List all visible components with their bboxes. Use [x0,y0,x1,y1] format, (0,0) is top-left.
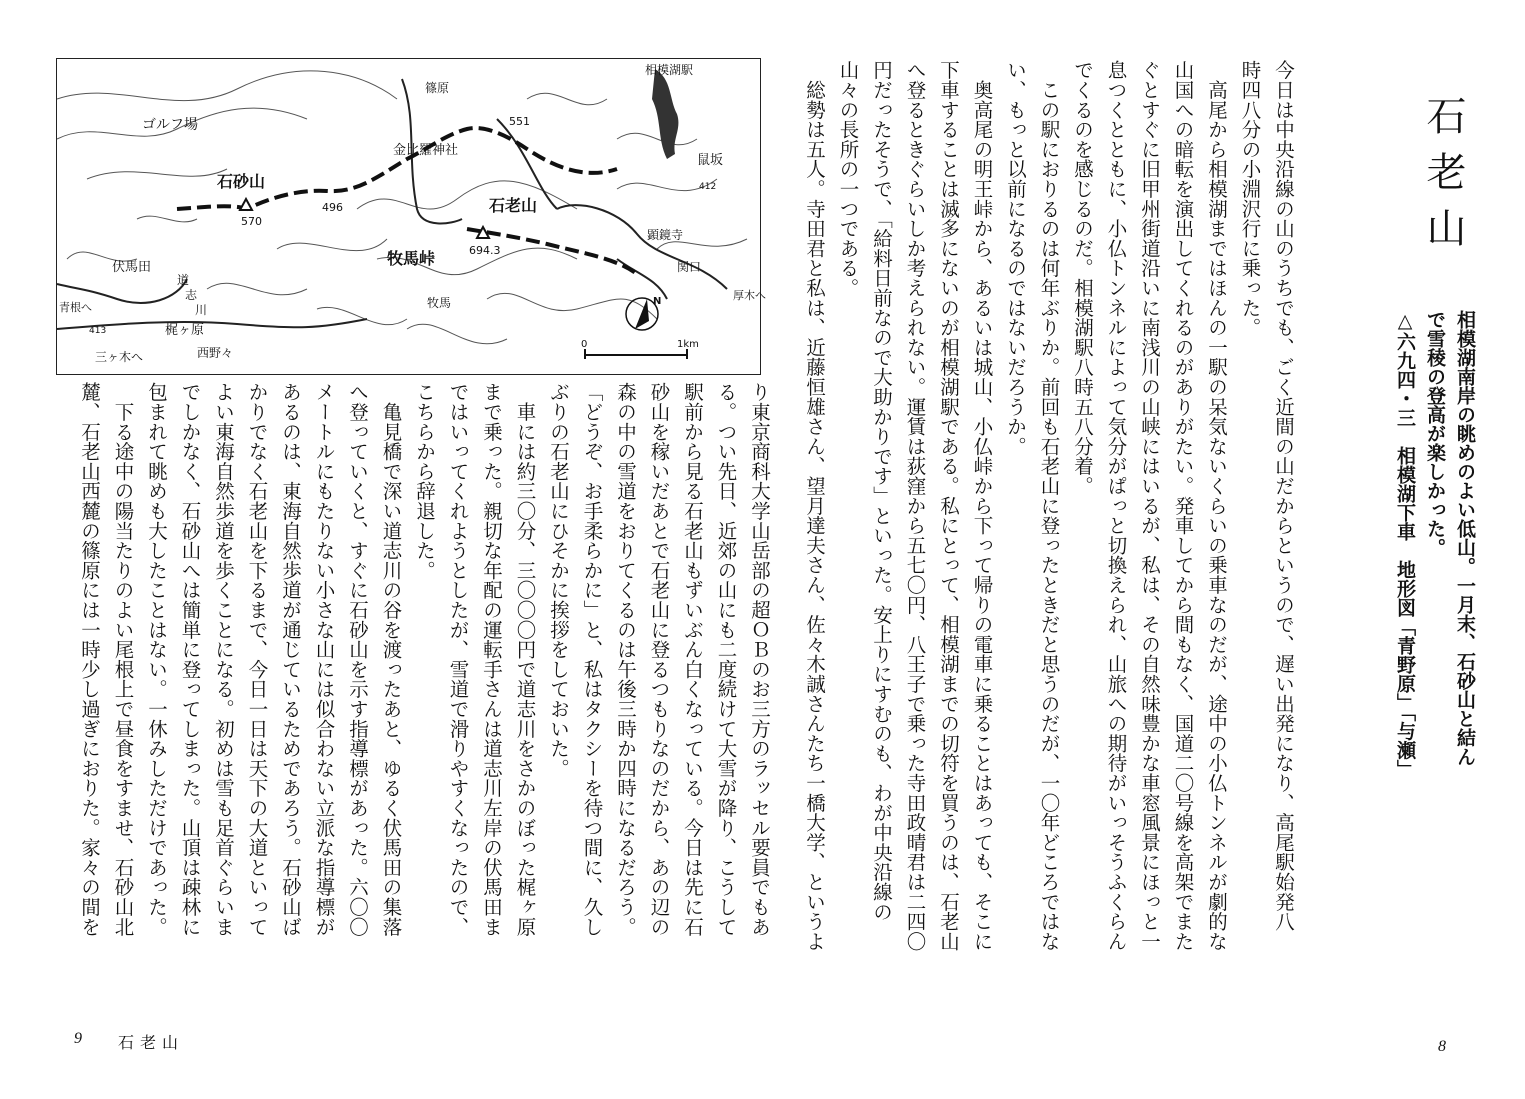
label-makuma-pass: 牧馬峠 [387,249,436,268]
label-golf: ゴルフ場 [142,117,198,133]
label-north: N [653,296,662,307]
page-number-right: 8 [1438,1038,1446,1055]
label-nezumizaka: 鼠坂 [697,153,724,168]
label-scale-zero: 0 [581,339,588,350]
trail-route [177,128,617,209]
body-text-right: 今日は中央沿線の山のうちでも、ごく近間の山だからというので、遅い出発になり、高尾駅始発八 時四八分の小淵沢行に乗った。 高尾から相模湖まではほんの一駅の呆気ないくらいの乗車なのだが、途中の小仏トンネルが劇的な 山国への暗転を演出してくれるのがありがたい。発車してから間もなく、国道二〇号線を高架でまた ぐとすぐに旧甲州街道沿いに南浅川の山峡にはいるが、私は、その自然味豊かな車窓風景にほっと一 息つくとともに、小仏トンネルによって気分がぱっと切換えられ、山旅への期待がいっそうふくらん でくるのを感じるのだ。相模湖駅八時五八分着。 この駅におりるのは何年ぶりか。前回も石老山に登ったときだと思うのだが、一〇年どころではな い、もっと以前になるのではないだろうか。 奥高尾の明王峠から、あるいは城山、小仏峠から下って帰りの電車に乗ることはあっても、そこに 下車することは滅多にないのが相模湖駅である。私にとって、相模湖までの切符を買うのは、石老山 へ登るときぐらいしか考えられない。運賃は荻窪から五七〇円、八王子で乗った寺田政晴君は二四〇 円だったそうで、「給料日前なので大助かりです」といった。安上りにすむのも、わが中央沿線の 山々の長所の一つである。 総勢は五人。寺田君と私は、近藤恒雄さん、望月達夫さん、佐々木誠さんたち一橋大学、というよ [803,60,1295,951]
label-aone: 青根へ [59,301,92,314]
label-sekiguchi: 関口 [677,260,702,274]
label-551: 551 [509,115,530,128]
label-route-413: 413 [89,326,107,336]
peak-marker-ishizare [240,199,252,210]
body-text-left: り東京商科大学山岳部の超ＯＢのお三方のラッセル要員でもあ る。つい先日、近郊の山にも二度続けて大雪が降り、こうして 駅前から見る石老山もずいぶん白くなっている。今日は先に石 砂山を稼いだあとで石老山に登るつもりなのだから、あの辺の 森の中の雪道をおりてくるのは午後三時か四時になるだろう。 「どうぞ、お手柔らかに」と、私はタクシーを待つ間に、久し ぶりの石老山にひそかに挨拶をしておいた。 車には約三〇分、三〇〇〇円で道志川をさかのぼった梶ヶ原 まで乗った。親切な年配の運転手さんは道志川左岸の伏馬田ま ではいってくれようとしたが、雪道で滑りやすくなったので、 こちらから辞退した。 亀見橋で深い道志川の谷を渡ったあと、ゆるく伏馬田の集落 へ登っていくと、すぐに石砂山を示す指導標があった。六〇〇 メートルにもたりない小さな山には似合わない立派な指導標が あるのは、東海自然歩道が通じているためであろう。石砂山ば かりでなく石老山を下るまで、今日一日は天下の大道といって よい東海自然歩道を歩くことになる。初めは雪も足首ぐらいま でしかなく、石砂山へは簡単に登ってしまった。山頂は疎林に 包まれて眺めも大したことはない。一休みしただけであった。 下る途中の陽当たりのよい尾根上で昼食をすませ、石砂山北 麓、石老山西麓の篠原には一時少し過ぎにおりた。家々の間を [78,382,771,937]
label-scale-km: 1km [677,339,699,350]
label-shinohara: 篠原 [425,81,450,95]
label-atsugi: 厚木へ [733,289,766,302]
label-makuma: 牧馬 [427,296,452,310]
label-route-412: 412 [699,182,717,192]
page-number-left: 9 [74,1030,82,1047]
chapter-title: 石老山 [1420,95,1466,263]
label-fushimada: 伏馬田 [112,260,152,275]
running-title: 石老山 [118,1033,185,1052]
label-ishizare-elev: 570 [241,215,262,228]
label-doshi-3: 川 [195,303,208,317]
label-496: 496 [322,201,343,214]
label-kenkoji: 顕鏡寺 [647,228,684,242]
map-svg [57,59,766,374]
label-kajigahara: 梶ヶ原 [165,323,205,338]
subtitle-line: △六九四・三 相模湖下車 地形図「青野原」「与瀬」 [1394,310,1416,779]
label-shrine: 金比羅神社 [393,143,459,158]
chapter-subtitle [1394,310,1480,779]
label-sekiroji: 石老山 [489,196,538,215]
label-sekiroji-elev: 694.3 [469,244,501,257]
subtitle-line: 相模湖南岸の眺めのよい低山。一月末、石砂山と結んで雪稜の登高が楽しかった。 [1424,310,1476,766]
label-sagamiko: 相模湖駅 [645,63,694,77]
label-doshi-1: 道 [177,273,190,287]
label-doshi-2: 志 [185,288,198,302]
sagami-lake [652,69,678,159]
label-ishizare: 石砂山 [217,172,266,191]
route-map [56,58,766,375]
label-nishinono: 西野々 [197,346,234,360]
terrain-lines [57,71,747,344]
label-mikagi: 三ヶ木へ [95,350,144,364]
